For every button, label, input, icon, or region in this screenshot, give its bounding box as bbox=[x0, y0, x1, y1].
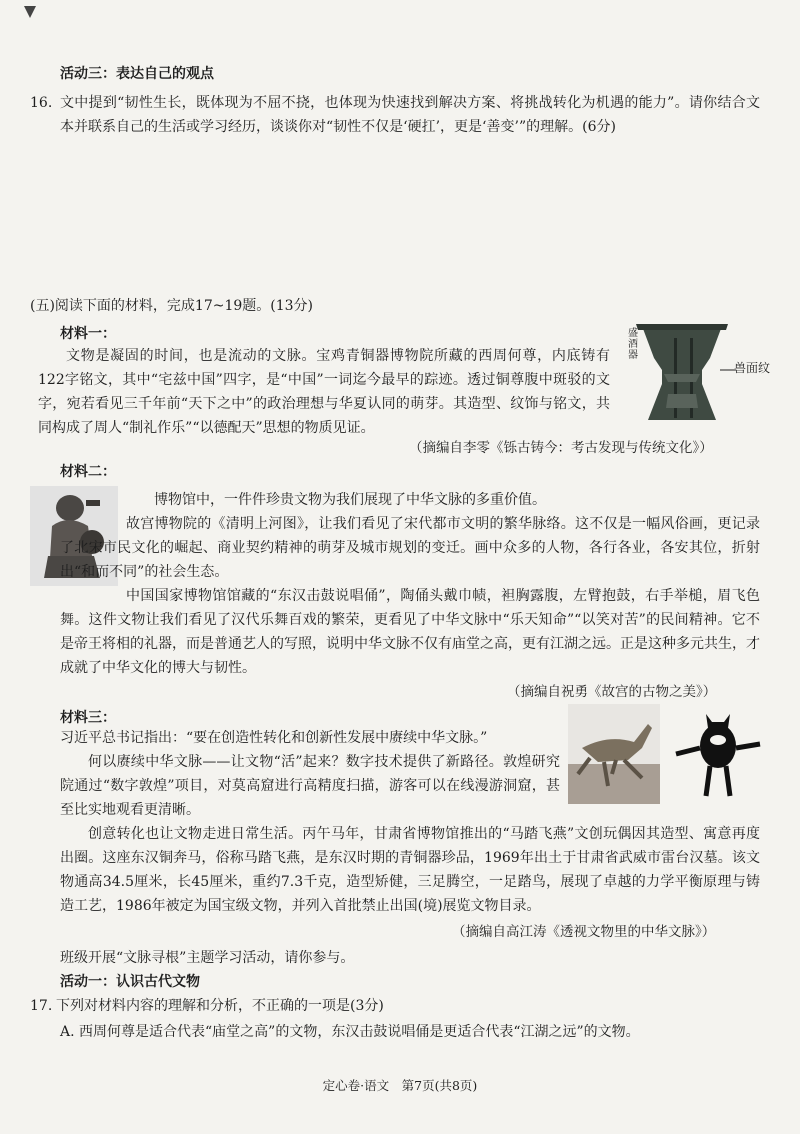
image-label-wine-vessel: 盛酒器 bbox=[628, 328, 638, 361]
mascot-doll-image bbox=[670, 704, 766, 804]
material1-text: 文物是凝固的时间，也是流动的文脉。宝鸡青铜器博物院所藏的西周何尊，内底铸有122字铭文，其中“宅兹中国”四字，是“中国”一词迄今最早的踪迹。透过铜尊腹中斑驳的文字，宛若看见三千年前“天下之中”的政治理想与华夏认同的萌芽。其造型、纹饰与铭文，共同构成了周人“制礼作乐”“以德配天”思想的物质见证。 bbox=[38, 348, 610, 436]
he-zun-bronze-image bbox=[628, 318, 771, 430]
material1-label: 材料一： bbox=[60, 326, 116, 342]
question17-text: 下列对材料内容的理解和分析，不正确的一项是(3分) bbox=[56, 998, 384, 1014]
image-label-beast-mask: 兽面纹 bbox=[734, 361, 771, 375]
material3-digital: 何以赓续中华文脉——让文物“活”起来？数字技术提供了新路径。敦煌研究院通过“数字敦煌”项目，对莫高窟进行高精度扫描，游客可以在线漫游洞窟，甚至比实地观看更清晰。 bbox=[60, 754, 560, 818]
question16-number: 16. bbox=[30, 95, 53, 111]
material2-qingming: 故宫博物院的《清明上河图》，让我们看见了宋代都市文明的繁华脉络。这不仅是一幅风俗画，更记录了北宋市民文化的崛起、商业契约精神的萌芽及城市规划的变迁。画中众多的人物，各行各业，各安其位，折射出“和而不同”的社会生态。 bbox=[60, 516, 760, 580]
question17-number: 17. bbox=[30, 998, 53, 1014]
question16-text: 文中提到“韧性生长，既体现为不屈不挠，也体现为快速找到解决方案、将挑战转化为机遇的能力”。请你结合文本并联系自己的生活或学习经历，谈谈你对“韧性不仅是‘硬扛’，更是‘善变’”的理解。(6分) bbox=[60, 95, 760, 135]
material3-creative: 创意转化也让文物走进日常生活。丙午马年，甘肃省博物馆推出的“马踏飞燕”文创玩偶因其造型、寓意再度出圈。这座东汉铜奔马，俗称马踏飞燕，是东汉时期的青铜器珍品，1969年出土于甘肃省武威市雷台汉墓。该文物通高34.5厘米，长45厘米，重约7.3千克，造型矫健，三足腾空，一足踏鸟，展现了卓越的力学平衡原理与铸造工艺，1986年被定为国宝级文物，并列入首批禁止出国(境)展览文物目录。 bbox=[60, 826, 760, 914]
material2-source: （摘编自祝勇《故宫的古物之美》） bbox=[507, 684, 717, 700]
page-corner-mark bbox=[24, 6, 36, 18]
section5-heading: (五)阅读下面的材料，完成17~19题。(13分) bbox=[30, 298, 314, 314]
material3-quote: 习近平总书记指出：“要在创造性转化和创新性发展中赓续中华文脉。” bbox=[60, 730, 488, 746]
question17-option-a: A. 西周何尊是适合代表“庙堂之高”的文物，东汉击鼓说唱俑是更适合代表“江湖之远”的文物。 bbox=[60, 1024, 640, 1040]
galloping-horse-drawing bbox=[568, 704, 660, 804]
material2-intro: 博物馆中，一件件珍贵文物为我们展现了中华文脉的多重价值。 bbox=[154, 492, 546, 508]
page-footer: 定心卷·语文 第7页(共8页) bbox=[322, 1078, 478, 1093]
mascot-doll-drawing bbox=[670, 704, 766, 804]
material1-source: （摘编自李零《铄古铸今：考古发现与传统文化》） bbox=[409, 440, 713, 456]
material3-label: 材料三： bbox=[60, 710, 116, 726]
material3-source: （摘编自高江涛《透视文物里的中华文脉》） bbox=[452, 924, 716, 940]
task-intro: 班级开展“文脉寻根”主题学习活动，请你参与。 bbox=[60, 950, 355, 966]
activity3-heading: 活动三：表达自己的观点 bbox=[60, 66, 214, 82]
activity1-heading: 活动一：认识古代文物 bbox=[60, 974, 200, 990]
material2-label: 材料二： bbox=[60, 464, 116, 480]
galloping-horse-image bbox=[568, 704, 660, 804]
material2-drummer: 中国国家博物馆馆藏的“东汉击鼓说唱俑”，陶俑头戴巾帻，袒胸露腹，左臂抱鼓，右手举槌，眉飞色舞。这件文物让我们看见了汉代乐舞百戏的繁荣，更看见了中华文脉中“乐天知命”“以笑对苦”的民间精神。它不是帝王将相的礼器，而是普通艺人的写照，说明中华文脉不仅有庙堂之高，更有江湖之远。正是这种多元共生，才成就了中华文化的博大与韧性。 bbox=[60, 588, 760, 676]
